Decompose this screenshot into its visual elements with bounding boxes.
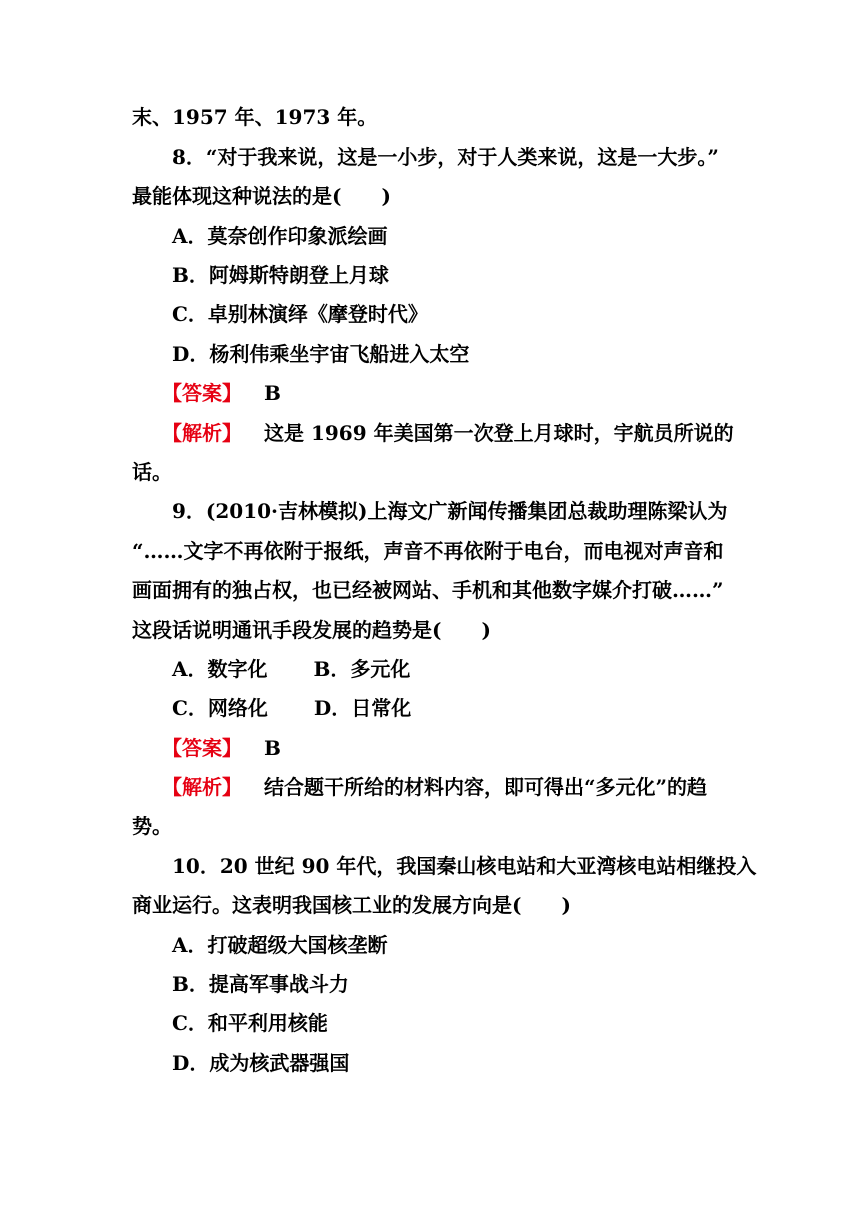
answer-value: B xyxy=(264,381,281,405)
answer-tag: 【答案】 xyxy=(162,381,242,405)
q9-option-a: A．数字化 xyxy=(172,657,268,681)
q8-option-d: D．杨利伟乘坐宇宙飞船进入太空 xyxy=(172,342,470,366)
q9-options-row1 xyxy=(172,656,772,682)
analysis-text: 这是 1969 年美国第一次登上月球时，宇航员所说的 xyxy=(264,421,734,445)
q10-option-d: D．成为核武器强国 xyxy=(172,1051,350,1075)
q9-analysis-line2: 势。 xyxy=(132,814,172,838)
analysis-tag: 【解析】 xyxy=(162,775,242,799)
analysis-text: 结合题干所给的材料内容，即可得出“多元化”的趋 xyxy=(264,775,708,799)
q10-option-c: C．和平利用核能 xyxy=(172,1011,328,1035)
q9-stem-line4: 这段话说明通讯手段发展的趋势是( ) xyxy=(132,618,491,642)
q10-stem-line2: 商业运行。这表明我国核工业的发展方向是( ) xyxy=(132,893,571,917)
q8-option-a: A．莫奈创作印象派绘画 xyxy=(172,224,388,248)
q8-stem-line1: 8．“对于我来说，这是一小步，对于人类来说，这是一大步。” xyxy=(172,145,719,169)
q8-option-b: B．阿姆斯特朗登上月球 xyxy=(172,263,389,287)
q9-options-row2 xyxy=(172,695,772,721)
continuation-line: 末、1957 年、1973 年。 xyxy=(132,105,378,129)
q8-analysis-line2: 话。 xyxy=(132,460,172,484)
q9-option-b: B．多元化 xyxy=(313,657,411,681)
q8-analysis-line1 xyxy=(162,420,732,446)
q10-option-a: A．打破超级大国核垄断 xyxy=(172,933,388,957)
q9-option-c: C．网络化 xyxy=(172,696,268,720)
answer-value: B xyxy=(264,736,281,760)
q9-answer xyxy=(162,735,762,761)
q8-option-c: C．卓别林演绎《摩登时代》 xyxy=(172,302,428,326)
answer-tag: 【答案】 xyxy=(162,736,242,760)
q8-answer xyxy=(162,380,762,406)
q9-stem-line2: “……文字不再依附于报纸，声音不再依附于电台，而电视对声音和 xyxy=(132,539,724,563)
analysis-tag: 【解析】 xyxy=(162,421,242,445)
q9-stem-line1: 9．(2010·吉林模拟)上海文广新闻传播集团总裁助理陈梁认为 xyxy=(172,499,728,523)
q8-stem-line2: 最能体现这种说法的是( ) xyxy=(132,184,391,208)
q9-analysis-line1 xyxy=(162,774,732,800)
q9-stem-line3: 画面拥有的独占权，也已经被网站、手机和其他数字媒介打破……” xyxy=(132,578,724,602)
q10-stem-line1: 10．20 世纪 90 年代，我国秦山核电站和大亚湾核电站相继投入 xyxy=(172,854,757,878)
q10-option-b: B．提高军事战斗力 xyxy=(172,972,349,996)
q9-option-d: D．日常化 xyxy=(313,696,412,720)
